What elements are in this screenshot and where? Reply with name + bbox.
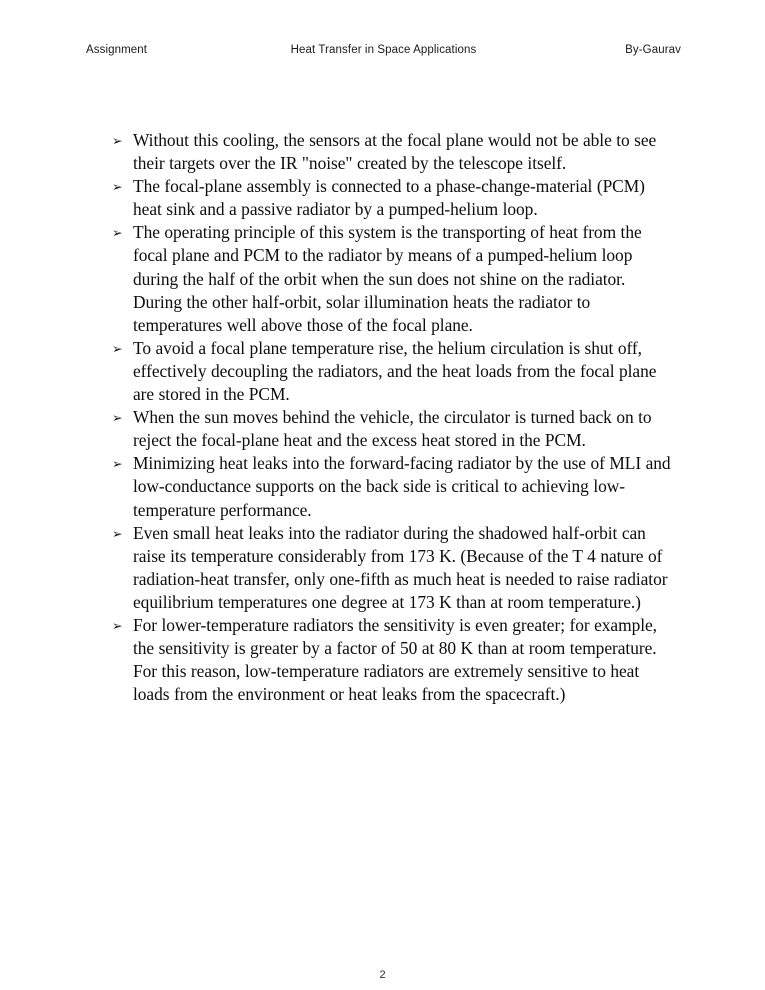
list-item [112, 614, 672, 706]
list-item [112, 522, 672, 614]
list-item-text: For lower-temperature radiators the sensitivity is even greater; for example, the sensitivity is greater by a factor of 50 at 80 K than at room temperature. For this reason, low-temperature radiators are extremely sensitive to heat loads from the environment or heat leaks from the spacecraft.) [133, 614, 657, 705]
list-item [112, 221, 672, 336]
arrow-bullet-icon: ➢ [112, 225, 123, 241]
arrow-bullet-icon: ➢ [112, 410, 123, 426]
arrow-bullet-icon: ➢ [112, 340, 123, 356]
arrow-bullet-icon: ➢ [112, 525, 123, 541]
arrow-bullet-icon: ➢ [112, 456, 123, 472]
header-center-title: Heat Transfer in Space Applications [290, 44, 477, 56]
list-item [112, 337, 672, 406]
list-item-text: Without this cooling, the sensors at the focal plane would not be able to see their targets over the IR "noise" created by the telescope itself. [133, 130, 657, 174]
header-right-author: By-Gaurav [625, 44, 681, 56]
arrow-bullet-icon: ➢ [112, 133, 123, 148]
header-left-text: Assignment [86, 44, 148, 56]
document-header [86, 44, 681, 64]
arrow-bullet-icon: ➢ [112, 617, 123, 633]
list-item [112, 175, 672, 221]
arrow-bullet-icon: ➢ [112, 179, 123, 195]
list-item [112, 452, 672, 521]
list-item-text: The operating principle of this system is the transporting of heat from the focal plane and PCM to the radiator by means of a pumped-helium loop during the half of the orbit when the sun does not shine on the radiator. During the other half-orbit, solar illumination heats the radiator to temperatures well above those of the focal plane. [133, 222, 642, 335]
bullet-list [112, 129, 672, 706]
list-item-text: To avoid a focal plane temperature rise, the helium circulation is shut off, effectively decoupling the radiators, and the heat loads from the focal plane are stored in the PCM. [133, 337, 657, 405]
list-item [112, 129, 672, 175]
list-item-text: The focal-plane assembly is connected to a phase-change-material (PCM) heat sink and a passive radiator by a pumped-helium loop. [133, 176, 645, 220]
list-item-text: Minimizing heat leaks into the forward-facing radiator by the use of MLI and low-conductance supports on the back side is critical to achieving low-temperature performance. [133, 453, 671, 520]
list-item-text: When the sun moves behind the vehicle, the circulator is turned back on to reject the focal-plane heat and the excess heat stored in the PCM. [133, 407, 652, 451]
list-item [112, 406, 672, 452]
list-item-text: Even small heat leaks into the radiator during the shadowed half-orbit can raise its temperature considerably from 173 K. (Because of the T 4 nature of radiation-heat transfer, only one-fifth as much heat is needed to raise radiator equilibrium temperatures one degree at 173 K than at room temperature.) [133, 522, 668, 612]
page-number: 2 [379, 969, 386, 981]
